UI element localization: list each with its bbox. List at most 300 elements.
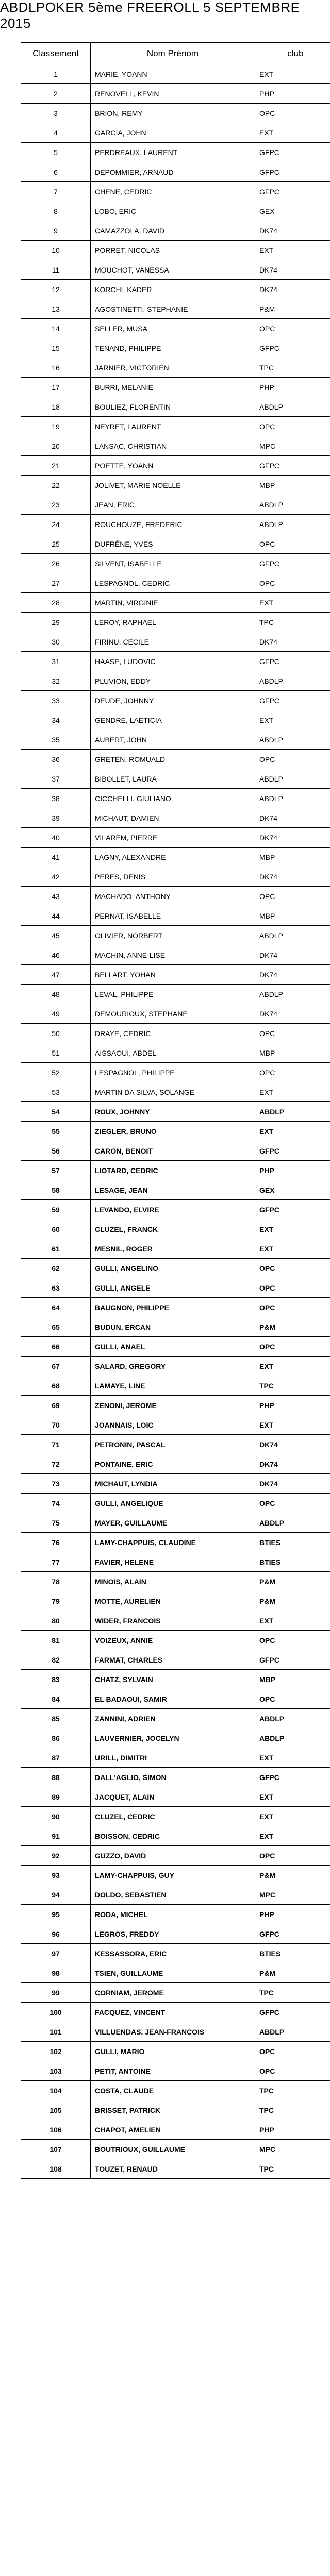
- table-row: [21, 1396, 330, 1415]
- table-row: [21, 1748, 330, 1768]
- club-cell: ABDLP: [255, 1102, 330, 1122]
- name-cell: OLIVIER, NORBERT: [91, 926, 255, 945]
- club-cell: PHP: [255, 1905, 330, 1924]
- club-cell: PHP: [255, 2120, 330, 2140]
- rank-cell: 8: [21, 201, 91, 221]
- club-cell: EXT: [255, 1787, 330, 1807]
- club-cell: DK74: [255, 221, 330, 241]
- rank-cell: 89: [21, 1787, 91, 1807]
- club-cell: ABDLP: [255, 1728, 330, 1748]
- name-cell: MINOIS, ALAIN: [91, 1572, 255, 1591]
- club-cell: EXT: [255, 1415, 330, 1435]
- rank-cell: 52: [21, 1063, 91, 1082]
- table-row: [21, 632, 330, 652]
- name-cell: VILLUENDAS, JEAN-FRANCOIS: [91, 2022, 255, 2042]
- table-row: [21, 1866, 330, 1885]
- rank-cell: 50: [21, 1024, 91, 1043]
- club-cell: DK74: [255, 1004, 330, 1024]
- table-row: [21, 730, 330, 750]
- name-cell: CICCHELLI, GIULIANO: [91, 789, 255, 808]
- table-row: [21, 945, 330, 965]
- table-row: [21, 2081, 330, 2100]
- club-cell: GFPC: [255, 338, 330, 358]
- club-cell: DK74: [255, 280, 330, 299]
- name-cell: AGOSTINETTI, STEPHANIE: [91, 299, 255, 319]
- club-cell: DK74: [255, 1435, 330, 1454]
- rank-cell: 103: [21, 2061, 91, 2081]
- name-cell: LESAGE, JEAN: [91, 1180, 255, 1200]
- table-row: [21, 260, 330, 280]
- name-cell: MOUCHOT, VANESSA: [91, 260, 255, 280]
- rank-cell: 93: [21, 1866, 91, 1885]
- club-cell: GFPC: [255, 2003, 330, 2022]
- name-cell: CLUZEL, CEDRIC: [91, 1807, 255, 1826]
- name-cell: CHATZ, SYLVAIN: [91, 1670, 255, 1689]
- club-cell: GFPC: [255, 691, 330, 710]
- table-row: [21, 1826, 330, 1846]
- table-row: [21, 534, 330, 554]
- rank-cell: 98: [21, 1963, 91, 1983]
- club-cell: TPC: [255, 358, 330, 378]
- club-cell: GFPC: [255, 162, 330, 182]
- name-cell: BELLART, YOHAN: [91, 965, 255, 985]
- table-row: [21, 2003, 330, 2022]
- club-cell: OPC: [255, 417, 330, 436]
- name-cell: PERNAT, ISABELLE: [91, 906, 255, 926]
- table-row: [21, 906, 330, 926]
- table-row: [21, 613, 330, 632]
- table-row: [21, 1161, 330, 1180]
- table-row: [21, 436, 330, 456]
- table-row: [21, 495, 330, 515]
- club-cell: DK74: [255, 828, 330, 848]
- club-cell: MBP: [255, 1043, 330, 1063]
- name-cell: CHENE, CEDRIC: [91, 182, 255, 201]
- name-cell: JOLIVET, MARIE NOELLE: [91, 476, 255, 495]
- rank-cell: 5: [21, 143, 91, 162]
- club-cell: P&M: [255, 299, 330, 319]
- club-cell: EXT: [255, 1826, 330, 1846]
- name-cell: JACQUET, ALAIN: [91, 1787, 255, 1807]
- rank-cell: 30: [21, 632, 91, 652]
- club-cell: GFPC: [255, 554, 330, 573]
- club-cell: TPC: [255, 2100, 330, 2120]
- name-cell: BRION, REMY: [91, 104, 255, 123]
- table-row: [21, 1787, 330, 1807]
- rank-cell: 58: [21, 1180, 91, 1200]
- table-row: [21, 221, 330, 241]
- club-cell: EXT: [255, 710, 330, 730]
- club-cell: DK74: [255, 632, 330, 652]
- name-cell: BRISSET, PATRICK: [91, 2100, 255, 2120]
- club-cell: EXT: [255, 123, 330, 143]
- club-cell: DK74: [255, 965, 330, 985]
- table-row: [21, 2140, 330, 2159]
- rank-cell: 29: [21, 613, 91, 632]
- table-row: [21, 1728, 330, 1748]
- table-row: [21, 554, 330, 573]
- name-cell: JOANNAIS, LOIC: [91, 1415, 255, 1435]
- table-row: [21, 1435, 330, 1454]
- table-row: [21, 671, 330, 691]
- rank-cell: 47: [21, 965, 91, 985]
- rank-cell: 85: [21, 1709, 91, 1728]
- name-cell: PERDREAUX, LAURENT: [91, 143, 255, 162]
- table-row: [21, 104, 330, 123]
- rank-cell: 28: [21, 593, 91, 613]
- rank-cell: 25: [21, 534, 91, 554]
- name-cell: GULLI, MARIO: [91, 2042, 255, 2061]
- name-cell: TOUZET, RENAUD: [91, 2159, 255, 2179]
- rank-cell: 78: [21, 1572, 91, 1591]
- rank-cell: 96: [21, 1924, 91, 1944]
- club-cell: GFPC: [255, 456, 330, 476]
- name-cell: CAMAZZOLA, DAVID: [91, 221, 255, 241]
- club-cell: MPC: [255, 1885, 330, 1905]
- club-cell: PHP: [255, 1396, 330, 1415]
- club-cell: EXT: [255, 241, 330, 260]
- name-cell: AISSAOUI, ABDEL: [91, 1043, 255, 1063]
- club-cell: P&M: [255, 1866, 330, 1885]
- rank-cell: 16: [21, 358, 91, 378]
- name-cell: MACHADO, ANTHONY: [91, 887, 255, 906]
- name-cell: BOULIEZ, FLORENTIN: [91, 397, 255, 417]
- rank-cell: 101: [21, 2022, 91, 2042]
- club-cell: ABDLP: [255, 1709, 330, 1728]
- rank-cell: 75: [21, 1513, 91, 1533]
- name-cell: EL BADAOUI, SAMIR: [91, 1689, 255, 1709]
- club-cell: EXT: [255, 1611, 330, 1631]
- rank-cell: 69: [21, 1396, 91, 1415]
- club-cell: ABDLP: [255, 1513, 330, 1533]
- club-cell: DK74: [255, 808, 330, 828]
- rank-cell: 41: [21, 848, 91, 867]
- club-cell: GFPC: [255, 1141, 330, 1161]
- club-cell: TPC: [255, 1376, 330, 1396]
- rank-cell: 33: [21, 691, 91, 710]
- rank-cell: 22: [21, 476, 91, 495]
- table-row: [21, 1572, 330, 1591]
- name-cell: BOISSON, CEDRIC: [91, 1826, 255, 1846]
- table-row: [21, 1944, 330, 1963]
- name-cell: PERES, DENIS: [91, 867, 255, 887]
- table-row: [21, 84, 330, 104]
- name-cell: DALL'AGLIO, SIMON: [91, 1768, 255, 1787]
- club-cell: ABDLP: [255, 926, 330, 945]
- name-cell: FARMAT, CHARLES: [91, 1650, 255, 1670]
- club-cell: OPC: [255, 573, 330, 593]
- club-cell: MBP: [255, 476, 330, 495]
- club-cell: OPC: [255, 1631, 330, 1650]
- rank-cell: 71: [21, 1435, 91, 1454]
- rank-cell: 38: [21, 789, 91, 808]
- table-row: [21, 1924, 330, 1944]
- name-cell: FACQUEZ, VINCENT: [91, 2003, 255, 2022]
- club-cell: MPC: [255, 436, 330, 456]
- table-row: [21, 358, 330, 378]
- table-row: [21, 1219, 330, 1239]
- club-cell: OPC: [255, 1689, 330, 1709]
- name-cell: BUDUN, ERCAN: [91, 1317, 255, 1337]
- club-cell: GFPC: [255, 143, 330, 162]
- rank-cell: 15: [21, 338, 91, 358]
- table-row: [21, 64, 330, 84]
- table-row: [21, 710, 330, 730]
- rank-cell: 11: [21, 260, 91, 280]
- rank-cell: 86: [21, 1728, 91, 1748]
- table-row: [21, 378, 330, 397]
- table-row: [21, 1180, 330, 1200]
- table-row: [21, 769, 330, 789]
- name-cell: LEVAL, PHILIPPE: [91, 985, 255, 1004]
- table-row: [21, 691, 330, 710]
- name-cell: CORNIAM, JEROME: [91, 1983, 255, 2003]
- name-cell: TSIEN, GUILLAUME: [91, 1963, 255, 1983]
- name-cell: KORCHI, KADER: [91, 280, 255, 299]
- rank-cell: 2: [21, 84, 91, 104]
- table-row: [21, 1963, 330, 1983]
- club-cell: OPC: [255, 1063, 330, 1082]
- name-cell: CARON, BENOIT: [91, 1141, 255, 1161]
- table-row: [21, 1650, 330, 1670]
- rank-cell: 24: [21, 515, 91, 534]
- club-cell: OPC: [255, 750, 330, 769]
- club-cell: ABDLP: [255, 730, 330, 750]
- name-cell: GULLI, ANGELINO: [91, 1259, 255, 1278]
- table-row: [21, 1513, 330, 1533]
- rank-cell: 81: [21, 1631, 91, 1650]
- table-row: [21, 2120, 330, 2140]
- name-cell: LAGNY, ALEXANDRE: [91, 848, 255, 867]
- rank-cell: 66: [21, 1337, 91, 1357]
- name-cell: MICHAUT, DAMIEN: [91, 808, 255, 828]
- table-row: [21, 143, 330, 162]
- name-cell: JEAN, ERIC: [91, 495, 255, 515]
- rank-cell: 23: [21, 495, 91, 515]
- club-cell: GFPC: [255, 1768, 330, 1787]
- rank-cell: 48: [21, 985, 91, 1004]
- club-cell: OPC: [255, 887, 330, 906]
- club-cell: OPC: [255, 104, 330, 123]
- rank-cell: 17: [21, 378, 91, 397]
- rank-cell: 108: [21, 2159, 91, 2179]
- rank-cell: 68: [21, 1376, 91, 1396]
- club-cell: PHP: [255, 378, 330, 397]
- table-row: [21, 1376, 330, 1396]
- rank-cell: 91: [21, 1826, 91, 1846]
- rank-cell: 84: [21, 1689, 91, 1709]
- table-row: [21, 1024, 330, 1043]
- rank-cell: 42: [21, 867, 91, 887]
- rank-cell: 60: [21, 1219, 91, 1239]
- table-row: [21, 1807, 330, 1826]
- name-cell: RODA, MICHEL: [91, 1905, 255, 1924]
- rank-cell: 92: [21, 1846, 91, 1866]
- club-cell: ABDLP: [255, 671, 330, 691]
- table-row: [21, 1082, 330, 1102]
- rank-cell: 3: [21, 104, 91, 123]
- rank-cell: 36: [21, 750, 91, 769]
- table-row: [21, 848, 330, 867]
- club-cell: OPC: [255, 2061, 330, 2081]
- table-row: [21, 1278, 330, 1298]
- rank-cell: 35: [21, 730, 91, 750]
- rank-cell: 9: [21, 221, 91, 241]
- club-cell: ABDLP: [255, 515, 330, 534]
- name-cell: SELLER, MUSA: [91, 319, 255, 338]
- club-cell: ABDLP: [255, 985, 330, 1004]
- rank-cell: 63: [21, 1278, 91, 1298]
- table-row: [21, 201, 330, 221]
- table-row: [21, 1063, 330, 1082]
- name-cell: DEMOURIOUX, STEPHANE: [91, 1004, 255, 1024]
- name-cell: SILVENT, ISABELLE: [91, 554, 255, 573]
- name-cell: MESNIL, ROGER: [91, 1239, 255, 1259]
- table-row: [21, 887, 330, 906]
- club-cell: OPC: [255, 1259, 330, 1278]
- name-cell: BAUGNON, PHILIPPE: [91, 1298, 255, 1317]
- table-row: [21, 1415, 330, 1435]
- rank-cell: 95: [21, 1905, 91, 1924]
- table-row: [21, 573, 330, 593]
- name-cell: LESPAGNOL, PHILIPPE: [91, 1063, 255, 1082]
- club-cell: GEX: [255, 1180, 330, 1200]
- table-row: [21, 417, 330, 436]
- name-cell: HAASE, LUDOVIC: [91, 652, 255, 671]
- club-cell: MBP: [255, 1670, 330, 1689]
- name-cell: DOLDO, SEBASTIEN: [91, 1885, 255, 1905]
- rank-cell: 77: [21, 1552, 91, 1572]
- table-row: [21, 2100, 330, 2120]
- name-cell: WIDER, FRANCOIS: [91, 1611, 255, 1631]
- table-row: [21, 828, 330, 848]
- name-cell: LIOTARD, CEDRIC: [91, 1161, 255, 1180]
- club-cell: MPC: [255, 2140, 330, 2159]
- name-cell: LEGROS, FREDDY: [91, 1924, 255, 1944]
- name-cell: GUZZO, DAVID: [91, 1846, 255, 1866]
- table-row: [21, 867, 330, 887]
- club-cell: EXT: [255, 1357, 330, 1376]
- name-cell: VOIZEUX, ANNIE: [91, 1631, 255, 1650]
- rank-cell: 94: [21, 1885, 91, 1905]
- name-cell: COSTA, CLAUDE: [91, 2081, 255, 2100]
- club-cell: P&M: [255, 1963, 330, 1983]
- name-cell: PLUVION, EDDY: [91, 671, 255, 691]
- name-cell: GARCIA, JOHN: [91, 123, 255, 143]
- table-row: [21, 162, 330, 182]
- name-cell: AUBERT, JOHN: [91, 730, 255, 750]
- club-cell: MBP: [255, 906, 330, 926]
- rank-cell: 37: [21, 769, 91, 789]
- name-cell: RENOVELL, KEVIN: [91, 84, 255, 104]
- rank-cell: 65: [21, 1317, 91, 1337]
- club-cell: EXT: [255, 1122, 330, 1141]
- rank-cell: 43: [21, 887, 91, 906]
- table-row: [21, 808, 330, 828]
- table-row: [21, 338, 330, 358]
- rank-cell: 13: [21, 299, 91, 319]
- table-row: [21, 593, 330, 613]
- rank-cell: 83: [21, 1670, 91, 1689]
- club-cell: OPC: [255, 534, 330, 554]
- table-row: [21, 2042, 330, 2061]
- club-cell: ABDLP: [255, 397, 330, 417]
- club-cell: BTIES: [255, 1533, 330, 1552]
- name-cell: DUFRÊNE, YVES: [91, 534, 255, 554]
- name-cell: DEPOMMIER, ARNAUD: [91, 162, 255, 182]
- club-cell: PHP: [255, 1161, 330, 1180]
- name-cell: LEROY, RAPHAEL: [91, 613, 255, 632]
- table-row: [21, 1317, 330, 1337]
- club-cell: OPC: [255, 1846, 330, 1866]
- name-cell: BURRI, MELANIE: [91, 378, 255, 397]
- name-cell: LAUVERNIER, JOCELYN: [91, 1728, 255, 1748]
- rank-cell: 64: [21, 1298, 91, 1317]
- rank-cell: 70: [21, 1415, 91, 1435]
- club-cell: OPC: [255, 1024, 330, 1043]
- table-row: [21, 1337, 330, 1357]
- rank-cell: 44: [21, 906, 91, 926]
- rank-cell: 82: [21, 1650, 91, 1670]
- rank-cell: 59: [21, 1200, 91, 1219]
- name-cell: JARNIER, VICTORIEN: [91, 358, 255, 378]
- name-cell: NEYRET, LAURENT: [91, 417, 255, 436]
- club-cell: TPC: [255, 2159, 330, 2179]
- club-cell: OPC: [255, 319, 330, 338]
- table-row: [21, 1200, 330, 1219]
- table-row: [21, 1631, 330, 1650]
- rank-cell: 12: [21, 280, 91, 299]
- rank-cell: 106: [21, 2120, 91, 2140]
- rank-cell: 49: [21, 1004, 91, 1024]
- table-row: [21, 1474, 330, 1494]
- club-cell: GFPC: [255, 1650, 330, 1670]
- club-cell: DK74: [255, 1454, 330, 1474]
- table-row: [21, 1239, 330, 1259]
- rank-cell: 39: [21, 808, 91, 828]
- rank-cell: 61: [21, 1239, 91, 1259]
- rank-cell: 40: [21, 828, 91, 848]
- table-row: [21, 319, 330, 338]
- rank-cell: 107: [21, 2140, 91, 2159]
- name-cell: MARTIN, VIRGINIE: [91, 593, 255, 613]
- name-cell: MICHAUT, LYNDIA: [91, 1474, 255, 1494]
- club-cell: OPC: [255, 1298, 330, 1317]
- rank-cell: 14: [21, 319, 91, 338]
- table-row: [21, 299, 330, 319]
- table-row: [21, 476, 330, 495]
- column-header-club: club: [255, 43, 330, 64]
- table-row: [21, 1689, 330, 1709]
- rank-cell: 4: [21, 123, 91, 143]
- table-row: [21, 750, 330, 769]
- table-row: [21, 1043, 330, 1063]
- table-row: [21, 1259, 330, 1278]
- club-cell: DK74: [255, 867, 330, 887]
- table-row: [21, 2022, 330, 2042]
- table-row: [21, 1768, 330, 1787]
- name-cell: GULLI, ANAEL: [91, 1337, 255, 1357]
- club-cell: EXT: [255, 593, 330, 613]
- rank-cell: 67: [21, 1357, 91, 1376]
- rank-cell: 105: [21, 2100, 91, 2120]
- club-cell: TPC: [255, 2081, 330, 2100]
- name-cell: LAMY-CHAPPUIS, GUY: [91, 1866, 255, 1885]
- page-title: ABDLPOKER 5ème FREEROLL 5 SEPTEMBRE 2015: [0, 0, 300, 31]
- name-cell: MACHIN, ANNE-LISE: [91, 945, 255, 965]
- name-cell: MARTIN DA SILVA, SOLANGE: [91, 1082, 255, 1102]
- club-cell: ABDLP: [255, 789, 330, 808]
